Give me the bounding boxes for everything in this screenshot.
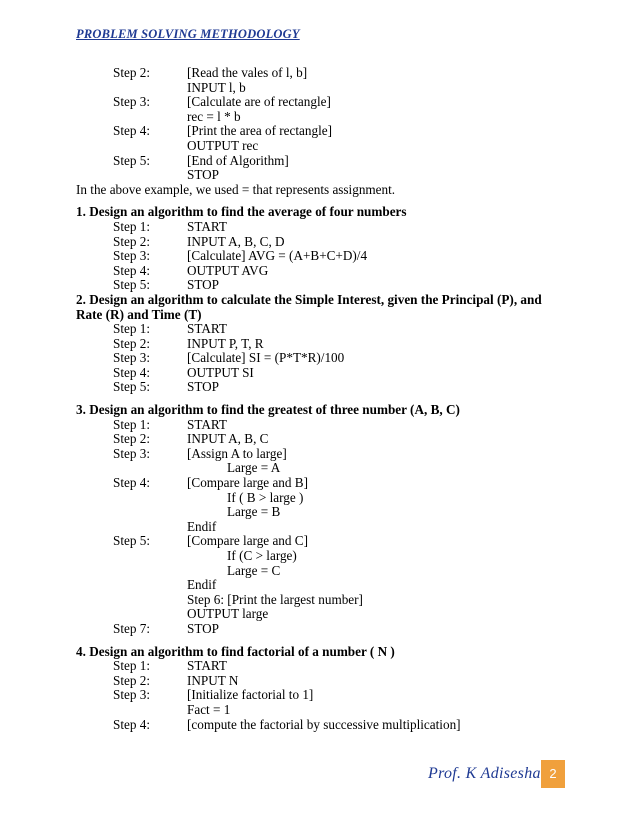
- step-text: [Calculate are of rectangle]: [187, 94, 331, 110]
- step-text: START: [187, 218, 227, 234]
- step-label: Step 4:: [113, 262, 150, 278]
- step-text: Large = A: [227, 460, 281, 476]
- algo-line: [76, 659, 576, 674]
- algo-line: [76, 264, 576, 279]
- section-heading-1: 1. Design an algorithm to find the average of four numbers: [76, 204, 407, 220]
- algo-line: [76, 718, 576, 733]
- step-label: Step 7:: [113, 620, 150, 636]
- step-text: [compute the factorial by successive multiplication]: [187, 716, 461, 732]
- step-label: Step 4:: [113, 123, 150, 139]
- algo-line: [76, 351, 576, 366]
- step-text: If (C > large): [227, 548, 297, 563]
- algo-line: [76, 578, 576, 593]
- step-label: Step 3:: [113, 445, 150, 461]
- step-text: INPUT A, B, C, D: [187, 233, 285, 249]
- section-heading-3: 3. Design an algorithm to find the greatest of three number (A, B, C): [76, 402, 460, 418]
- algo-line: [76, 607, 576, 622]
- step-text: OUTPUT SI: [187, 364, 254, 380]
- algo-line: [76, 564, 576, 579]
- step-text: [Calculate] AVG = (A+B+C+D)/4: [187, 248, 368, 264]
- step-text: [Compare large and C]: [187, 533, 308, 549]
- step-text: STOP: [187, 277, 220, 293]
- step-label: Step 1:: [113, 416, 150, 432]
- step-label: Step 5:: [113, 152, 150, 168]
- section-heading-2: 2. Design an algorithm to calculate the Simple Interest, given the Principal (P), and Rate (R) and Time (T): [76, 291, 542, 322]
- step-label: Step 2:: [113, 335, 150, 351]
- step-label: Step 4:: [113, 475, 150, 491]
- algo-line: [76, 674, 576, 689]
- step-text: [Initialize factorial to 1]: [187, 687, 314, 703]
- algo-line: [76, 380, 576, 395]
- step-text: Endif: [187, 577, 217, 593]
- algo-line: [76, 491, 576, 506]
- step-text: Large = C: [227, 562, 281, 578]
- step-label: Step 2:: [113, 431, 150, 447]
- step-text: rec = l * b: [187, 108, 241, 124]
- algo-line: [76, 124, 576, 139]
- step-label: Step 2:: [113, 672, 150, 688]
- step-text: START: [187, 658, 227, 674]
- algo-line: [76, 688, 576, 703]
- intro-note: [76, 183, 576, 198]
- step-text: STOP: [187, 620, 220, 636]
- algo-line: [76, 432, 576, 447]
- step-text: INPUT l, b: [187, 79, 246, 95]
- step-text: [Read the vales of l, b]: [187, 65, 308, 80]
- algo-line: [76, 249, 576, 264]
- algo-line: [76, 447, 576, 462]
- step-text: [Calculate] SI = (P*T*R)/100: [187, 350, 345, 366]
- step-label: Step 5:: [113, 277, 150, 293]
- algo-line: [76, 703, 576, 718]
- running-header: PROBLEM SOLVING METHODOLOGY: [76, 27, 300, 41]
- algo-line: [76, 168, 576, 183]
- step-text: Step 6: [Print the largest number]: [187, 591, 363, 607]
- algo-line: [76, 549, 576, 564]
- algo-line: [76, 337, 576, 352]
- section-heading-4: 4. Design an algorithm to find factorial of a number ( N ): [76, 643, 395, 659]
- step-text: INPUT N: [187, 672, 239, 688]
- step-text: START: [187, 321, 227, 337]
- step-text: Fact = 1: [187, 701, 231, 717]
- step-text: INPUT A, B, C: [187, 431, 269, 447]
- step-label: Step 4:: [113, 716, 150, 732]
- step-label: Step 4:: [113, 364, 150, 380]
- algo-line: [76, 154, 576, 169]
- algo-line: [76, 593, 576, 608]
- step-text: OUTPUT rec: [187, 137, 259, 153]
- step-label: Step 3:: [113, 687, 150, 703]
- step-label: Step 5:: [113, 379, 150, 395]
- step-text: [End of Algorithm]: [187, 152, 289, 168]
- algo-line: [76, 278, 576, 293]
- algo-line: [76, 139, 576, 154]
- step-text: [Print the area of rectangle]: [187, 123, 332, 139]
- step-text: STOP: [187, 379, 220, 395]
- step-label: Step 3:: [113, 350, 150, 366]
- algo-line: [76, 520, 576, 535]
- step-text: [Assign A to large]: [187, 445, 287, 461]
- step-label: Step 2:: [113, 233, 150, 249]
- step-text: STOP: [187, 167, 220, 183]
- step-text: Large = B: [227, 504, 281, 520]
- algo-line: [76, 95, 576, 110]
- step-label: Step 1:: [113, 218, 150, 234]
- algo-line: [76, 366, 576, 381]
- step-text: OUTPUT AVG: [187, 262, 269, 278]
- algo-line: [76, 66, 576, 81]
- note-text: In the above example, we used = that represents assignment.: [76, 181, 396, 197]
- footer-author: Prof. K Adisesha: [428, 765, 541, 782]
- algo-line: [76, 81, 576, 96]
- step-text: Endif: [187, 518, 217, 534]
- algo-line: [76, 322, 576, 337]
- step-text: START: [187, 416, 227, 432]
- step-text: INPUT P, T, R: [187, 335, 264, 351]
- step-label: Step 1:: [113, 321, 150, 337]
- step-text: [Compare large and B]: [187, 475, 308, 491]
- algo-line: [76, 220, 576, 235]
- step-label: Step 2:: [113, 65, 150, 80]
- algo-line: [76, 110, 576, 125]
- algo-line: [76, 461, 576, 476]
- algo-line: [76, 622, 576, 637]
- step-text: OUTPUT large: [187, 606, 269, 622]
- step-label: Step 3:: [113, 94, 150, 110]
- page-number-badge: 2: [541, 760, 565, 788]
- step-label: Step 5:: [113, 533, 150, 549]
- algo-line: [76, 505, 576, 520]
- algo-line: [76, 235, 576, 250]
- document-body: [76, 66, 576, 732]
- step-label: Step 3:: [113, 248, 150, 264]
- algo-line: [76, 476, 576, 491]
- algo-line: [76, 534, 576, 549]
- algo-line: [76, 418, 576, 433]
- step-label: Step 1:: [113, 658, 150, 674]
- step-text: If ( B > large ): [227, 489, 304, 505]
